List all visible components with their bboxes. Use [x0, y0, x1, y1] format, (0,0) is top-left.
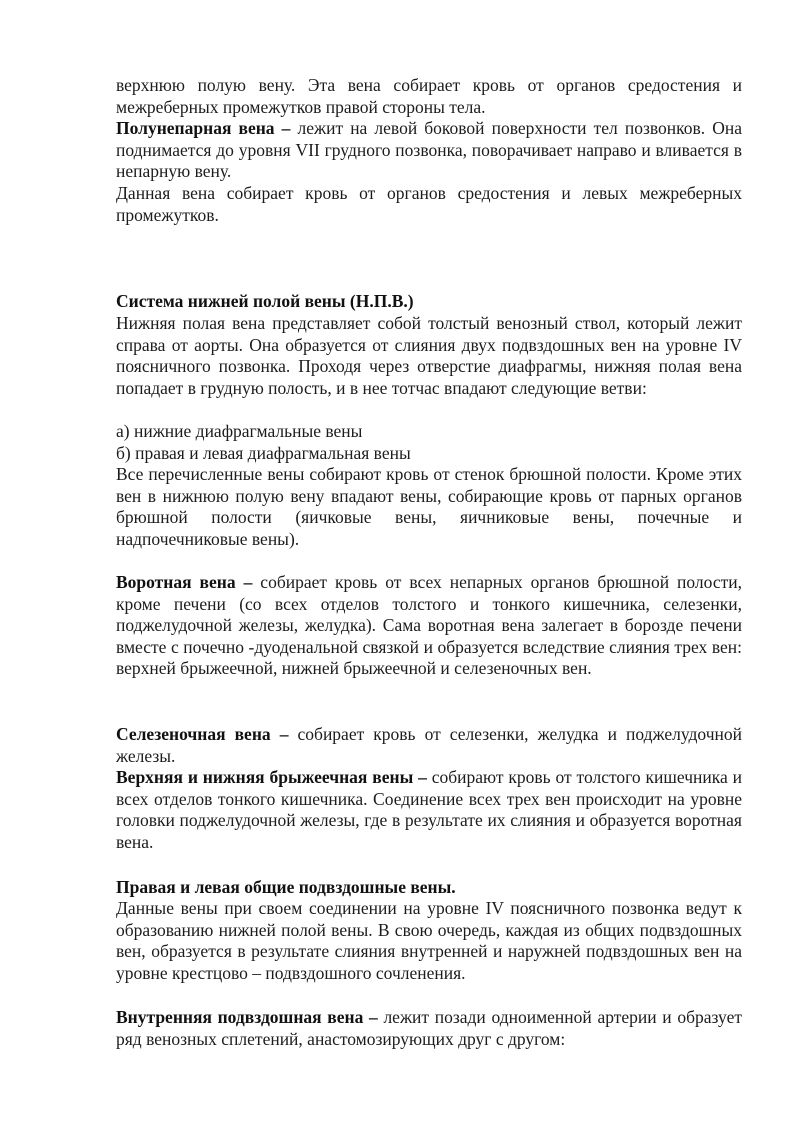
ivc-list-item: а) нижние диафрагмальные вены	[116, 421, 363, 441]
splenic-vein-text: собирает кровь от селезенки, желудка и поджелудочной железы.	[116, 724, 743, 766]
internal-iliac-paragraph	[116, 1007, 742, 1050]
ivc-paragraph: Нижняя полая вена представляет собой толстый венозный ствол, который лежит справа от аорты. Она образуется от слияния двух подвздошных вен на уровне IV поясничного позвонка. Проходя через отверстие диафрагмы, нижняя полая вена попадает в грудную полость, и в нее тотчас впадают следующие ветви:	[116, 313, 742, 398]
mesenteric-veins-text: собирают кровь от толстого кишечника и всех отделов тонкого кишечника. Соединение всех трех вен происходит на уровне головки поджелудочной железы, где в результате их слияния и образуется воротная вена.	[116, 767, 742, 852]
ivc-summary-paragraph: Все перечисленные вены собирают кровь от стенок брюшной полости. Кроме этих вен в нижнюю полую вену впадают вены, собирающие кровь от парных органов брюшной полости (яичковые вены, яичниковые вены, почечные и надпочечниковые вены).	[116, 464, 742, 549]
mesenteric-veins-term: Верхняя и нижняя брыжеечная вены –	[116, 767, 427, 787]
portal-vein-text: собирает кровь от всех непарных органов брюшной полости, кроме печени (со всех отделов толстого и тонкого кишечника, селезенки, поджелудочной железы, желудка). Сама воротная вена залегает в борозде печени вместе с почечно -дуоденальной связкой и образуется вследствие слияния трех вен: верхней брыжеечной, нижней брыжеечной и селезеночных вен.	[116, 572, 743, 678]
ivc-heading	[116, 291, 742, 313]
hemiazygos-paragraph	[116, 118, 742, 183]
splenic-vein-paragraph	[116, 724, 742, 767]
iliac-heading	[116, 877, 742, 899]
mesenteric-veins-paragraph	[116, 767, 742, 853]
azygos-continuation-paragraph: верхнюю полую вену. Эта вена собирает кровь от органов средостения и межреберных промежутков правой стороны тела.	[116, 75, 742, 117]
ivc-heading-text: Система нижней полой вены (Н.П.В.)	[116, 291, 414, 311]
iliac-heading-text: Правая и левая общие подвздошные вены.	[116, 877, 456, 897]
internal-iliac-text: лежит позади одноименной артерии и образует ряд венозных сплетений, анастомозирующих друг с другом:	[116, 1007, 742, 1049]
hemiazygos-term: Полунепарная вена –	[116, 118, 291, 138]
ivc-list-item: б) правая и левая диафрагмальная вены	[116, 443, 411, 463]
iliac-paragraph: Данные вены при своем соединении на уровне IV поясничного позвонка ведут к образованию нижней полой вены. В свою очередь, каждая из общих подвздошных вен, образуется в результате слияния внутренней и наружней подвздошных вен на уровне крестцово – подвздошного сочленения.	[116, 898, 742, 983]
portal-vein-paragraph	[116, 572, 742, 680]
internal-iliac-term: Внутренняя подвздошная вена –	[116, 1007, 378, 1027]
hemiazygos-function-paragraph: Данная вена собирает кровь от органов средостения и левых межреберных промежутков.	[116, 183, 742, 225]
hemiazygos-text: лежит на левой боковой поверхности тел позвонков. Она поднимается до уровня VII грудного позвонка, поворачивает направо и вливается в непарную вену.	[116, 118, 742, 181]
portal-vein-term: Воротная вена –	[116, 572, 253, 592]
splenic-vein-term: Селезеночная вена –	[116, 724, 289, 744]
